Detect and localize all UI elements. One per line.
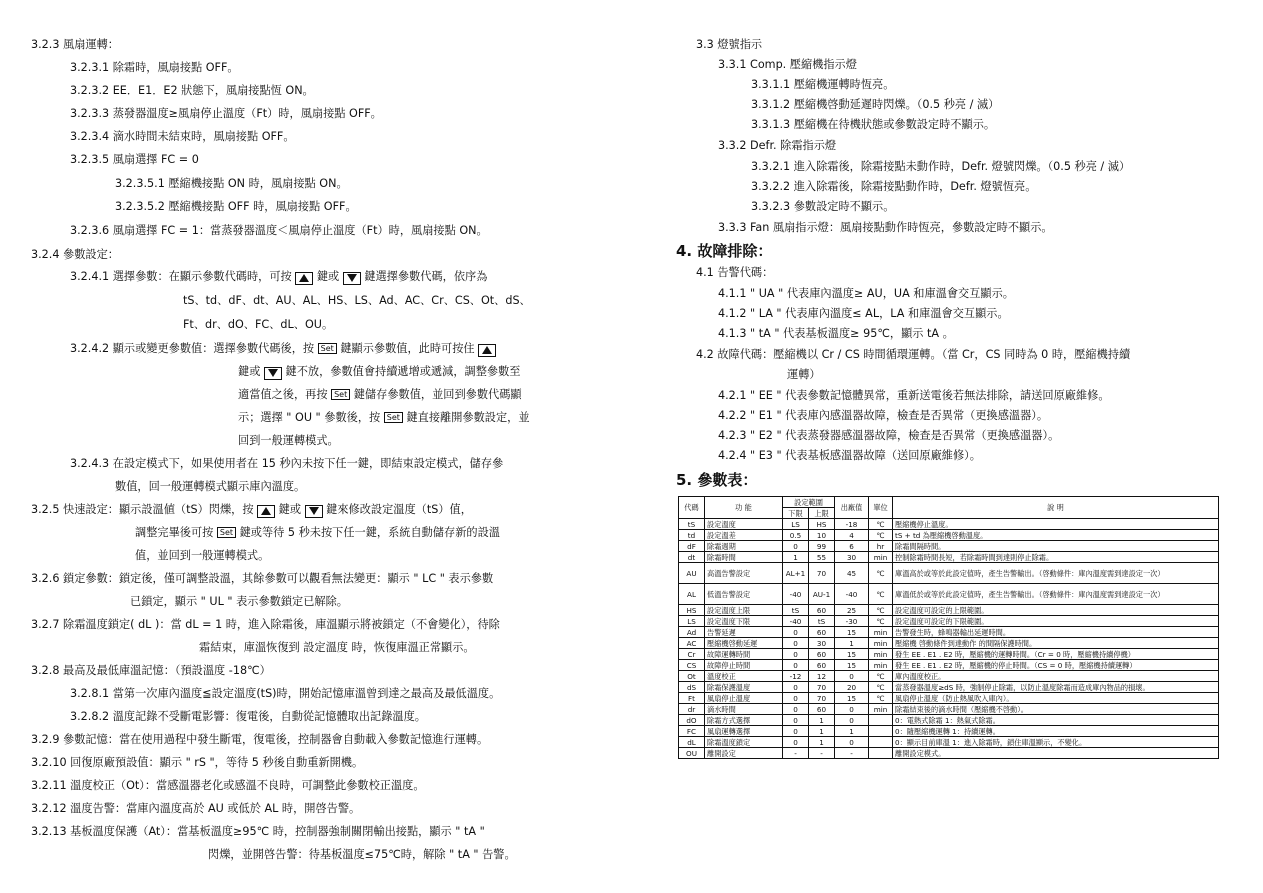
item-3-2-3-5-1: 3.2.3.5.1 壓縮機接點 ON 時，風扇接點 ON。: [115, 177, 348, 190]
cell-default: -40: [835, 584, 869, 605]
cell-unit: [869, 748, 893, 759]
section-3-2-6: 3.2.6 鎖定參數：鎖定後，僅可調整設溫，其餘參數可以觀看無法變更：顯示 " LC " 表示參數: [31, 572, 494, 585]
down-arrow-key-icon: [343, 272, 361, 285]
param-sequence-line-1: tS、td、dF、dt、AU、AL、HS、LS、Ad、AC、Cr、CS、Ot、dS、: [183, 294, 531, 307]
section-4-1: 4.1 告警代碼：: [696, 266, 774, 279]
cell-description: 控制除霜時間長短，若除霜時間到達則停止除霜。: [893, 552, 1219, 563]
cell-default: 45: [835, 563, 869, 584]
table-row: [679, 638, 1219, 649]
cell-upper: 60: [809, 627, 835, 638]
cell-lower: 0: [783, 649, 809, 660]
line-text-a: 鍵或: [238, 365, 261, 378]
cell-lower: LS: [783, 519, 809, 530]
cell-lower: -40: [783, 616, 809, 627]
cell-code: FC: [679, 726, 705, 737]
cell-unit: [869, 726, 893, 737]
cell-description: 庫內溫度校正。: [893, 671, 1219, 682]
cell-code: Cr: [679, 649, 705, 660]
cell-unit: [869, 715, 893, 726]
item-3-2-3-5-2: 3.2.3.5.2 壓縮機接點 OFF 時，風扇接點 OFF。: [115, 200, 357, 213]
cell-default: 0: [835, 671, 869, 682]
item-3-3-1-1: 3.3.1.1 壓縮機運轉時恆亮。: [751, 78, 895, 91]
item-3-3-3: 3.3.3 Fan 風扇指示燈：風扇接點動作時恆亮，參數設定時不顯示。: [718, 221, 1053, 234]
up-arrow-key-icon: [257, 505, 275, 518]
section-3-2-5: [31, 503, 472, 518]
down-arrow-key-icon: [264, 367, 282, 380]
cell-unit: min: [869, 704, 893, 715]
cell-unit: ℃: [869, 605, 893, 616]
cell-code: AL: [679, 584, 705, 605]
cell-default: 0: [835, 704, 869, 715]
cell-unit: ℃: [869, 671, 893, 682]
cell-lower: 1: [783, 552, 809, 563]
cell-function: 低溫告警設定: [705, 584, 783, 605]
cell-description: 除霜間隔時間。: [893, 541, 1219, 552]
line-text-b: 鍵儲存參數值，並回到參數代碼顯: [353, 388, 522, 401]
cell-lower: 0: [783, 715, 809, 726]
cell-code: tS: [679, 519, 705, 530]
cell-default: 15: [835, 649, 869, 660]
cell-unit: min: [869, 627, 893, 638]
cell-default: -: [835, 748, 869, 759]
cell-code: LS: [679, 616, 705, 627]
item-3-2-4-2-line-5: 回到一般運轉模式。: [238, 434, 339, 447]
item-3-3-1-3: 3.3.1.3 壓縮機在待機狀態或參數設定時不顯示。: [751, 118, 996, 131]
table-row: [679, 726, 1219, 737]
item-3-3-1: 3.3.1 Comp. 壓縮機指示燈: [718, 58, 857, 71]
table-row: [679, 649, 1219, 660]
item-4-2-1: 4.2.1 " EE " 代表參數記憶體異常，重新送電後若無法排除，請送回原廠維修。: [718, 389, 1110, 402]
table-row: [679, 552, 1219, 563]
cell-description: 發生 EE . E1 . E2 時，壓縮機的停止時間。（CS = 0 時，壓縮機持續運轉）: [893, 660, 1219, 671]
cell-upper: 1: [809, 726, 835, 737]
item-3-2-4-1-text-b: 鍵或: [316, 270, 340, 283]
cell-upper: 60: [809, 660, 835, 671]
heading-troubleshooting: 4. 故障排除：: [676, 242, 773, 260]
cell-default: 0: [835, 715, 869, 726]
set-key-icon: Set: [217, 527, 236, 538]
cell-default: 20: [835, 682, 869, 693]
cell-upper: 10: [809, 530, 835, 541]
cell-unit: ℃: [869, 616, 893, 627]
cell-lower: 0: [783, 638, 809, 649]
cell-description: tS + td 為壓縮機啓動溫度。: [893, 530, 1219, 541]
line-text-a: 調整完畢後可按: [135, 526, 214, 539]
item-3-2-4-2: [70, 342, 496, 357]
cell-upper: 30: [809, 638, 835, 649]
cell-code: Ot: [679, 671, 705, 682]
cell-description: 發生 EE . E1 . E2 時，壓縮機的運轉時間。（Cr = 0 時，壓縮機持續停機）: [893, 649, 1219, 660]
cell-lower: 0: [783, 682, 809, 693]
section-3-2-4: 3.2.4 參數設定：: [31, 248, 119, 261]
cell-upper: HS: [809, 519, 835, 530]
line-text-a: 適當值之後，再按: [238, 388, 328, 401]
table-row: [679, 682, 1219, 693]
cell-upper: 70: [809, 563, 835, 584]
cell-lower: 0: [783, 693, 809, 704]
cell-unit: min: [869, 649, 893, 660]
cell-function: 除霜方式選擇: [705, 715, 783, 726]
item-4-2-3: 4.2.3 " E2 " 代表蒸發器感溫器故障，檢查是否異常（更換感溫器）。: [718, 429, 1060, 442]
cell-upper: 60: [809, 704, 835, 715]
item-3-3-2: 3.3.2 Defr. 除霜指示燈: [718, 139, 837, 152]
item-3-2-4-1-text-c: 鍵選擇參數代碼，依序為: [364, 270, 488, 283]
up-arrow-key-icon: [295, 272, 313, 285]
table-row: [679, 519, 1219, 530]
section-3-2-5-line-2: [135, 526, 500, 540]
cell-lower: 0: [783, 704, 809, 715]
item-3-2-4-2-text-a: 3.2.4.2 顯示或變更參數值：選擇參數代碼後，按: [70, 342, 315, 355]
line-text-b: 鍵直接離開參數設定，並: [406, 411, 530, 424]
cell-code: dS: [679, 682, 705, 693]
cell-code: td: [679, 530, 705, 541]
cell-default: 1: [835, 638, 869, 649]
header-code: 代碼: [679, 497, 705, 519]
item-3-2-4-2-text-b: 鍵顯示參數值，此時可按住: [340, 342, 475, 355]
table-row: [679, 704, 1219, 715]
cell-upper: 1: [809, 737, 835, 748]
cell-function: 故障運轉時間: [705, 649, 783, 660]
cell-code: dr: [679, 704, 705, 715]
cell-function: 設定溫度: [705, 519, 783, 530]
cell-upper: 70: [809, 682, 835, 693]
cell-code: AC: [679, 638, 705, 649]
cell-default: 25: [835, 605, 869, 616]
item-3-2-3-4: 3.2.3.4 滴水時間未結束時，風扇接點 OFF。: [70, 130, 295, 143]
cell-default: 15: [835, 627, 869, 638]
item-3-2-4-3: 3.2.4.3 在設定模式下，如果使用者在 15 秒內未按下任一鍵，即結束設定模式，儲存參: [70, 457, 504, 470]
heading-parameter-table: 5. 參數表：: [676, 471, 758, 489]
cell-default: 15: [835, 660, 869, 671]
cell-default: 15: [835, 693, 869, 704]
cell-description: 壓縮機 啓動條件到達動作 的間隔保護時間。: [893, 638, 1219, 649]
section-3-2-12: 3.2.12 溫度告警：當庫內溫度高於 AU 或低於 AL 時，開啓告警。: [31, 802, 361, 815]
item-3-2-3-1: 3.2.3.1 除霜時，風扇接點 OFF。: [70, 61, 239, 74]
item-3-2-4-2-line-3: [238, 388, 522, 402]
cell-default: 6: [835, 541, 869, 552]
cell-code: AU: [679, 563, 705, 584]
cell-lower: -: [783, 748, 809, 759]
section-3-2-8: 3.2.8 最高及最低庫溫記憶：（預設溫度 -18℃）: [31, 664, 271, 677]
down-arrow-key-icon: [305, 505, 323, 518]
line-text-b: 鍵或等待 5 秒未按下任一鍵，系統自動儲存新的設溫: [239, 526, 500, 539]
table-row: [679, 715, 1219, 726]
item-3-2-4-2-line-4: [238, 411, 530, 425]
cell-unit: min: [869, 638, 893, 649]
cell-function: 高溫告警設定: [705, 563, 783, 584]
cell-code: dt: [679, 552, 705, 563]
cell-function: 設定溫差: [705, 530, 783, 541]
cell-lower: -40: [783, 584, 809, 605]
line-text-c: 鍵來修改設定溫度（tS）值，: [326, 503, 472, 516]
item-3-2-8-1: 3.2.8.1 當第一次庫內溫度≦設定溫度(tS)時，開始記憶庫溫曾到達之最高及最低溫度。: [70, 687, 501, 700]
cell-description: 設定溫度可設定的下限範圍。: [893, 616, 1219, 627]
cell-description: 設定溫度可設定的上限範圍。: [893, 605, 1219, 616]
cell-unit: ℃: [869, 563, 893, 584]
cell-description: 0：電熱式除霜 1：熱氣式除霜。: [893, 715, 1219, 726]
cell-unit: hr: [869, 541, 893, 552]
cell-code: CS: [679, 660, 705, 671]
item-3-2-4-2-line-2: [238, 365, 520, 380]
section-3-3: 3.3 燈號指示: [696, 38, 763, 51]
set-key-icon: Set: [331, 389, 350, 400]
table-row: [679, 605, 1219, 616]
section-3-2-13: 3.2.13 基板溫度保護（At）：當基板溫度≥95℃ 時，控制器強制關閉輸出接點，顯示 " tA ": [31, 825, 485, 838]
item-3-2-4-1: [70, 270, 487, 285]
cell-lower: tS: [783, 605, 809, 616]
cell-code: HS: [679, 605, 705, 616]
cell-description: 風扇停止溫度（防止熱風吹入庫內）。: [893, 693, 1219, 704]
header-upper: 上限: [809, 508, 835, 519]
table-row: [679, 737, 1219, 748]
section-3-2-10: 3.2.10 回復原廠預設值：顯示 " rS "，等待 5 秒後自動重新開機。: [31, 756, 364, 769]
cell-upper: 60: [809, 649, 835, 660]
cell-unit: min: [869, 552, 893, 563]
header-default: 出廠值: [835, 497, 869, 519]
cell-upper: -: [809, 748, 835, 759]
item-4-1-3: 4.1.3 " tA " 代表基板溫度≥ 95℃，顯示 tA 。: [718, 327, 954, 340]
cell-default: -30: [835, 616, 869, 627]
item-3-2-4-3-line-2: 數值，回一般運轉模式顯示庫內溫度。: [115, 480, 306, 493]
header-lower: 下限: [783, 508, 809, 519]
cell-description: 庫溫低於或等於此設定值時，產生告警輸出。（啓動條件：庫內溫度需到達設定一次）: [893, 584, 1219, 605]
cell-default: 30: [835, 552, 869, 563]
cell-upper: 12: [809, 671, 835, 682]
cell-lower: AL+1: [783, 563, 809, 584]
cell-lower: 0: [783, 541, 809, 552]
set-key-icon: Set: [384, 412, 403, 423]
cell-unit: [869, 737, 893, 748]
item-3-3-2-1: 3.3.2.1 進入除霜後，除霜接點未動作時，Defr. 燈號閃爍。（0.5 秒亮 / 滅）: [751, 160, 1131, 173]
line-text-b: 鍵或: [278, 503, 302, 516]
cell-function: 故障停止時間: [705, 660, 783, 671]
cell-function: 設定溫度上限: [705, 605, 783, 616]
item-3-3-2-3: 3.3.2.3 參數設定時不顯示。: [751, 200, 895, 213]
cell-description: 庫溫高於或等於此設定值時，產生告警輸出。（啓動條件：庫內溫度需到達設定一次）: [893, 563, 1219, 584]
section-3-2-6-line-2: 已鎖定，顯示 " UL " 表示參數鎖定已解除。: [130, 595, 348, 608]
cell-unit: ℃: [869, 530, 893, 541]
cell-unit: ℃: [869, 584, 893, 605]
cell-lower: 0: [783, 627, 809, 638]
cell-description: 除霜結束後的滴水時間（壓縮機不啓動）。: [893, 704, 1219, 715]
cell-default: 0: [835, 737, 869, 748]
section-3-2-3: 3.2.3 風扇運轉：: [31, 38, 119, 51]
param-sequence-line-2: Ft、dr、dO、FC、dL、OU。: [183, 318, 334, 331]
cell-default: -18: [835, 519, 869, 530]
cell-unit: min: [869, 660, 893, 671]
item-4-2-2: 4.2.2 " E1 " 代表庫內感溫器故障，檢查是否異常（更換感溫器）。: [718, 409, 1049, 422]
set-key-icon: Set: [318, 343, 337, 354]
cell-function: 除霜保護溫度: [705, 682, 783, 693]
cell-upper: AU-1: [809, 584, 835, 605]
cell-code: OU: [679, 748, 705, 759]
table-row: [679, 584, 1219, 605]
header-description: 說 明: [893, 497, 1219, 519]
cell-code: dL: [679, 737, 705, 748]
cell-function: 除霜時間: [705, 552, 783, 563]
cell-code: dF: [679, 541, 705, 552]
cell-code: Ad: [679, 627, 705, 638]
section-4-2-line-2: 運轉）: [787, 368, 821, 381]
header-function: 功 能: [705, 497, 783, 519]
item-3-2-4-1-text-a: 3.2.4.1 選擇參數：在顯示參數代碼時，可按: [70, 270, 292, 283]
cell-function: 告警延遲: [705, 627, 783, 638]
section-3-2-5-line-3: 值，並回到一般運轉模式。: [135, 549, 270, 562]
cell-upper: 1: [809, 715, 835, 726]
table-row: [679, 563, 1219, 584]
item-3-2-3-5: 3.2.3.5 風扇選擇 FC = 0: [70, 153, 199, 166]
cell-default: 4: [835, 530, 869, 541]
cell-code: Ft: [679, 693, 705, 704]
table-row: [679, 748, 1219, 759]
table-row: [679, 671, 1219, 682]
cell-function: 滴水時間: [705, 704, 783, 715]
section-3-2-13-line-2: 閃爍，並開啓告警：待基板溫度≤75℃時，解除 " tA " 告警。: [208, 848, 516, 861]
cell-function: 除霜溫度鎖定: [705, 737, 783, 748]
header-unit: 單位: [869, 497, 893, 519]
cell-description: 告警發生時，蜂鳴器輸出延遲時間。: [893, 627, 1219, 638]
header-range: 設定範圍: [783, 497, 835, 508]
cell-description: 0：顯示目前庫溫 1：進入除霜時，鎖住庫溫顯示，不變化。: [893, 737, 1219, 748]
cell-upper: 60: [809, 605, 835, 616]
cell-description: 0：隨壓縮機運轉 1：持續運轉。: [893, 726, 1219, 737]
cell-function: 設定溫度下限: [705, 616, 783, 627]
section-3-2-7: 3.2.7 除霜溫度鎖定( dL )：當 dL = 1 時，進入除霜後，庫溫顯示將被鎖定（不會變化），待除: [31, 618, 500, 631]
item-4-1-2: 4.1.2 " LA " 代表庫內溫度≤ AL，LA 和庫溫會交互顯示。: [718, 307, 1009, 320]
table-row: [679, 541, 1219, 552]
item-3-3-2-2: 3.3.2.2 進入除霜後，除霜接點動作時，Defr. 燈號恆亮。: [751, 180, 1037, 193]
item-3-2-3-6: 3.2.3.6 風扇選擇 FC = 1：當蒸發器溫度＜風扇停止溫度（Ft）時，風扇接點 ON。: [70, 224, 488, 237]
cell-lower: 0.5: [783, 530, 809, 541]
section-3-2-11: 3.2.11 溫度校正（Ot）：當感溫器老化或感溫不良時，可調整此參數校正溫度。: [31, 779, 425, 792]
line-text-a: 3.2.5 快速設定：顯示設溫値（tS）閃爍，按: [31, 503, 254, 516]
line-text-a: 示；選擇 " OU " 參數後，按: [238, 411, 381, 424]
cell-function: 溫度校正: [705, 671, 783, 682]
table-row: [679, 693, 1219, 704]
item-4-1-1: 4.1.1 " UA " 代表庫內溫度≥ AU，UA 和庫溫會交互顯示。: [718, 287, 1014, 300]
line-text-b: 鍵不放，參數值會持續遞增或遞減，調整參數至: [285, 365, 521, 378]
cell-function: 風扇運轉選擇: [705, 726, 783, 737]
cell-upper: 99: [809, 541, 835, 552]
section-3-2-7-line-2: 霜結束，庫溫恢復到 設定溫度 時，恢復庫溫正常顯示。: [199, 641, 475, 654]
section-3-2-9: 3.2.9 參數記憶：當在使用過程中發生斷電，復電後，控制器會自動載入參數記憶進行運轉。: [31, 733, 489, 746]
cell-default: 1: [835, 726, 869, 737]
cell-lower: -12: [783, 671, 809, 682]
table-row: [679, 616, 1219, 627]
item-3-2-8-2: 3.2.8.2 溫度記錄不受斷電影響：復電後，自動從記憶體取出記錄溫度。: [70, 710, 426, 723]
cell-function: 風扇停止溫度: [705, 693, 783, 704]
cell-lower: 0: [783, 726, 809, 737]
table-row: [679, 627, 1219, 638]
cell-unit: ℃: [869, 682, 893, 693]
item-4-2-4: 4.2.4 " E3 " 代表基板感溫器故障（送回原廠維修）。: [718, 449, 981, 462]
parameter-table: [678, 496, 1219, 759]
cell-function: 壓縮機啓動延遲: [705, 638, 783, 649]
table-row: [679, 530, 1219, 541]
table-row: [679, 660, 1219, 671]
cell-lower: 0: [783, 660, 809, 671]
cell-function: 離開設定: [705, 748, 783, 759]
item-3-2-3-3: 3.2.3.3 蒸發器溫度≥風扇停止溫度（Ft）時，風扇接點 OFF。: [70, 107, 382, 120]
cell-function: 除霜週期: [705, 541, 783, 552]
cell-unit: ℃: [869, 519, 893, 530]
up-arrow-key-icon: [478, 344, 496, 357]
item-3-2-3-2: 3.2.3.2 EE．E1．E2 狀態下，風扇接點恆 ON。: [70, 84, 314, 97]
cell-upper: tS: [809, 616, 835, 627]
cell-upper: 70: [809, 693, 835, 704]
cell-upper: 55: [809, 552, 835, 563]
item-3-3-1-2: 3.3.1.2 壓縮機啓動延遲時閃爍。（0.5 秒亮 / 滅）: [751, 98, 1000, 111]
cell-description: 當蒸發器溫度≥dS 時，強制停止除霜，以防止溫度除霜而造成庫內物品的損壞。: [893, 682, 1219, 693]
cell-code: dO: [679, 715, 705, 726]
section-4-2: 4.2 故障代碼：壓縮機以 Cr / CS 時間循環運轉。（當 Cr，CS 同時為 0 時，壓縮機持續: [696, 348, 1131, 361]
cell-lower: 0: [783, 737, 809, 748]
cell-description: 離開設定模式。: [893, 748, 1219, 759]
cell-unit: ℃: [869, 693, 893, 704]
cell-description: 壓縮機停止溫度。: [893, 519, 1219, 530]
